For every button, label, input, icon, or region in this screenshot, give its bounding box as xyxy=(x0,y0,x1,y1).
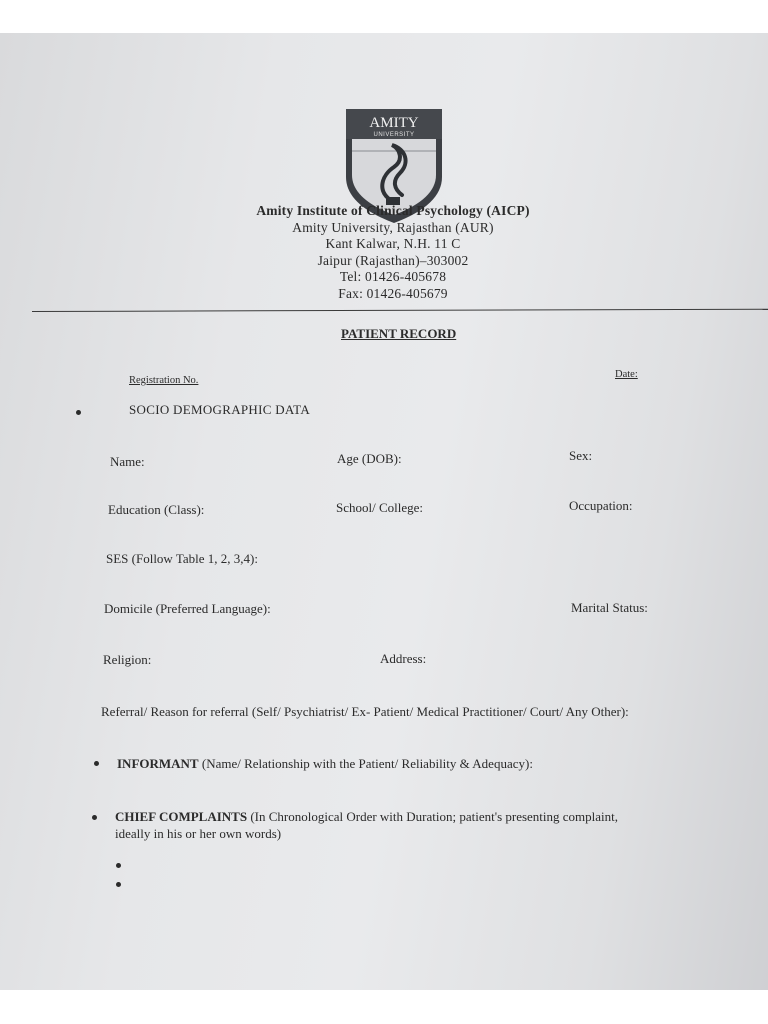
complaints-line xyxy=(115,809,618,825)
school-label: School/ College: xyxy=(336,500,424,515)
informant-heading: INFORMANT xyxy=(117,756,199,771)
svg-text:UNIVERSITY: UNIVERSITY xyxy=(373,132,415,138)
svg-text:AMITY: AMITY xyxy=(369,115,419,131)
complaints-detail: (In Chronological Order with Duration; patient's presenting complaint, xyxy=(250,809,619,824)
ses-label: SES (Follow Table 1, 2, 3,4): xyxy=(106,551,258,566)
religion-label: Religion: xyxy=(103,652,152,667)
socio-demographic-heading: SOCIO DEMOGRAPHIC DATA xyxy=(129,402,311,417)
institute-name: Amity Institute of Clinical Psychology (AICP) xyxy=(256,203,530,218)
age-label: Age (DOB): xyxy=(337,451,402,466)
bullet-icon xyxy=(76,410,81,415)
education-label: Education (Class): xyxy=(108,502,205,517)
bullet-icon xyxy=(116,863,121,868)
informant-detail: (Name/ Relationship with the Patient/ Reliability & Adequacy): xyxy=(201,756,533,771)
registration-no-label: Registration No. xyxy=(129,375,199,386)
document-page xyxy=(0,33,768,990)
telephone: Tel: 01426-405678 xyxy=(339,269,447,284)
occupation-label: Occupation: xyxy=(569,498,633,513)
complaints-heading: CHIEF COMPLAINTS xyxy=(115,809,248,824)
referral-label: Referral/ Reason for referral (Self/ Psychiatrist/ Ex- Patient/ Medical Practitioner/ Court/ Any Other): xyxy=(101,704,629,719)
bullet-icon xyxy=(94,761,99,766)
header-divider xyxy=(32,309,768,312)
address-label: Address: xyxy=(380,651,427,666)
address-line-2: Jaipur (Rajasthan)–303002 xyxy=(317,253,469,268)
informant-line xyxy=(117,756,533,772)
patient-record-title: PATIENT RECORD xyxy=(341,326,457,341)
domicile-label: Domicile (Preferred Language): xyxy=(104,601,271,616)
complaints-detail-2: ideally in his or her own words) xyxy=(115,826,282,841)
bullet-icon xyxy=(92,815,97,820)
bullet-icon xyxy=(116,882,121,887)
marital-status-label: Marital Status: xyxy=(571,600,648,615)
fax: Fax: 01426-405679 xyxy=(338,286,448,301)
university-name: Amity University, Rajasthan (AUR) xyxy=(292,220,494,235)
date-label: Date: xyxy=(615,369,638,380)
sex-label: Sex: xyxy=(569,448,593,463)
name-label: Name: xyxy=(110,454,145,469)
address-line-1: Kant Kalwar, N.H. 11 C xyxy=(325,236,461,251)
